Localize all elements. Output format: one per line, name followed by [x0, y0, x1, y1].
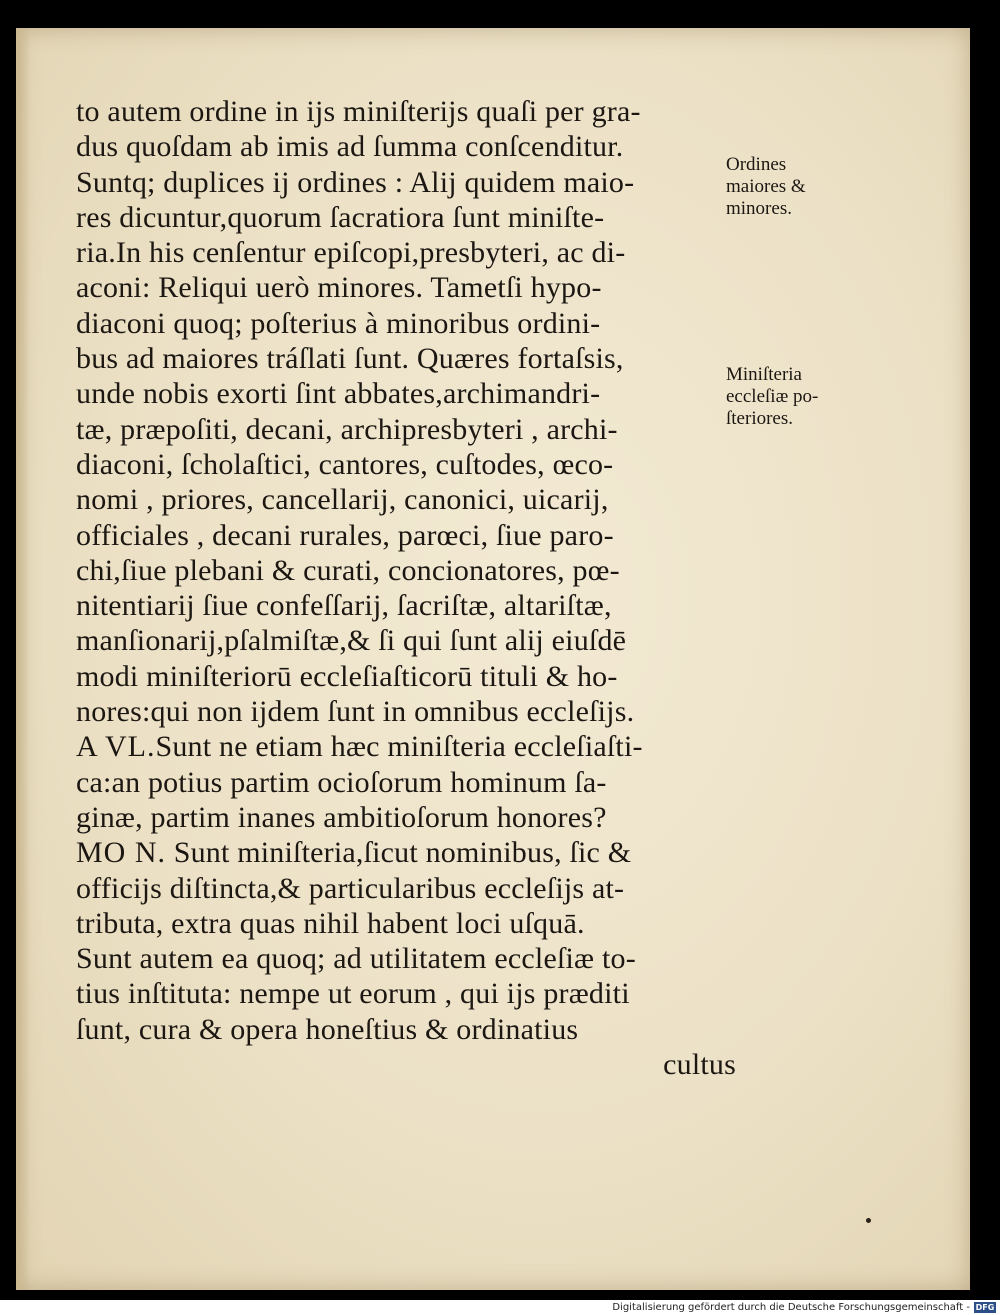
text-line: nores:qui non ijdem ſunt in omnibus eccleſijs. — [76, 695, 635, 729]
margin-note-ordines — [726, 154, 806, 220]
margin-note-line: Ordines — [726, 154, 787, 175]
text-line: tius inſtituta: nempe ut eorum , qui ijs præditi — [76, 977, 630, 1011]
text-line: unde nobis exorti ſint abbates,archimandri- — [76, 377, 601, 411]
page-gutter-shadow — [16, 28, 30, 1290]
text-line: aconi: Reliqui uerò minores. Tametſi hypo- — [76, 271, 602, 305]
text-line: chi,ſiue plebani & curati, concionatores, pœ- — [76, 553, 620, 587]
text-line: bus ad maiores tráſlati ſunt. Quæres fortaſsis, — [76, 342, 624, 376]
text-line: ca:an potius partim ocioſorum hominum ſa- — [76, 765, 607, 799]
text-line: diaconi, ſcholaſtici, cantores, cuſtodes, œco- — [76, 447, 614, 481]
text-line: to autem ordine in ijs miniſterijs quaſi per gra- — [76, 95, 641, 128]
text-line: diaconi quoq; poſterius à minoribus ordini- — [76, 306, 601, 340]
margin-note-line: Miniſteria — [726, 364, 802, 385]
text-line: nitentiarij ſiue confeſſarij, ſacriſtæ, altariſtæ, — [76, 589, 612, 623]
text-line: officiales , decani rurales, parœci, ſiue paro- — [76, 518, 614, 552]
text-line: nomi , priores, cancellarij, canonici, uicarij, — [76, 483, 609, 517]
dfg-logo-icon[interactable]: DFG — [975, 1303, 995, 1312]
text-line: Sunt autem ea quoq; ad utilitatem eccleſiæ to- — [76, 942, 636, 976]
catchword: cultus — [663, 1048, 736, 1082]
dialogue-line — [76, 835, 736, 870]
footer-credit: Digitalisierung gefördert durch die Deutsche Forschungsgemeinschaft - — [612, 1302, 970, 1313]
text-line: Suntq; duplices ij ordines : Alij quidem maio- — [76, 165, 635, 199]
book-page — [16, 28, 970, 1290]
text-line: res dicuntur,quorum ſacratiora ſunt miniſte- — [76, 200, 605, 234]
dialogue-line — [76, 729, 736, 764]
margin-note-ministeria — [726, 364, 818, 430]
speaker-text: Sunt miniſteria,ſicut nominibus, ſic & — [173, 836, 632, 870]
main-text-block — [76, 94, 736, 1082]
text-line: dus quoſdam ab imis ad ſumma conſcenditur. — [76, 130, 624, 164]
text-line: tributa, extra quas nihil habent loci uſquā. — [76, 906, 585, 940]
speaker-label: A VL. — [76, 730, 156, 764]
text-line: ria.In his cenſentur epiſcopi,presbyteri, ac di- — [76, 236, 626, 270]
margin-note-line: maiores & — [726, 176, 806, 197]
digitization-footer — [0, 1300, 1000, 1315]
ink-speck — [866, 1218, 871, 1223]
speaker-label: MO N. — [76, 836, 167, 870]
speaker-text: Sunt ne etiam hæc miniſteria eccleſiaſti- — [155, 730, 643, 764]
text-line: ſunt, cura & opera honeſtius & ordinatius — [76, 1012, 579, 1046]
margin-note-line: ſteriores. — [726, 408, 794, 429]
text-line: modi miniſteriorū eccleſiaſticorū tituli & ho- — [76, 659, 618, 693]
text-line: officijs diſtincta,& particularibus eccleſijs at- — [76, 871, 625, 905]
margin-note-line: minores. — [726, 198, 792, 219]
text-line: tæ, præpoſiti, decani, archipresbyteri , archi- — [76, 412, 618, 446]
text-line: manſionarij,pſalmiſtæ,& ſi qui ſunt alij eiuſdē — [76, 624, 627, 658]
text-line: ginæ, partim inanes ambitioſorum honores? — [76, 800, 607, 834]
margin-note-line: eccleſiæ po- — [726, 386, 819, 407]
